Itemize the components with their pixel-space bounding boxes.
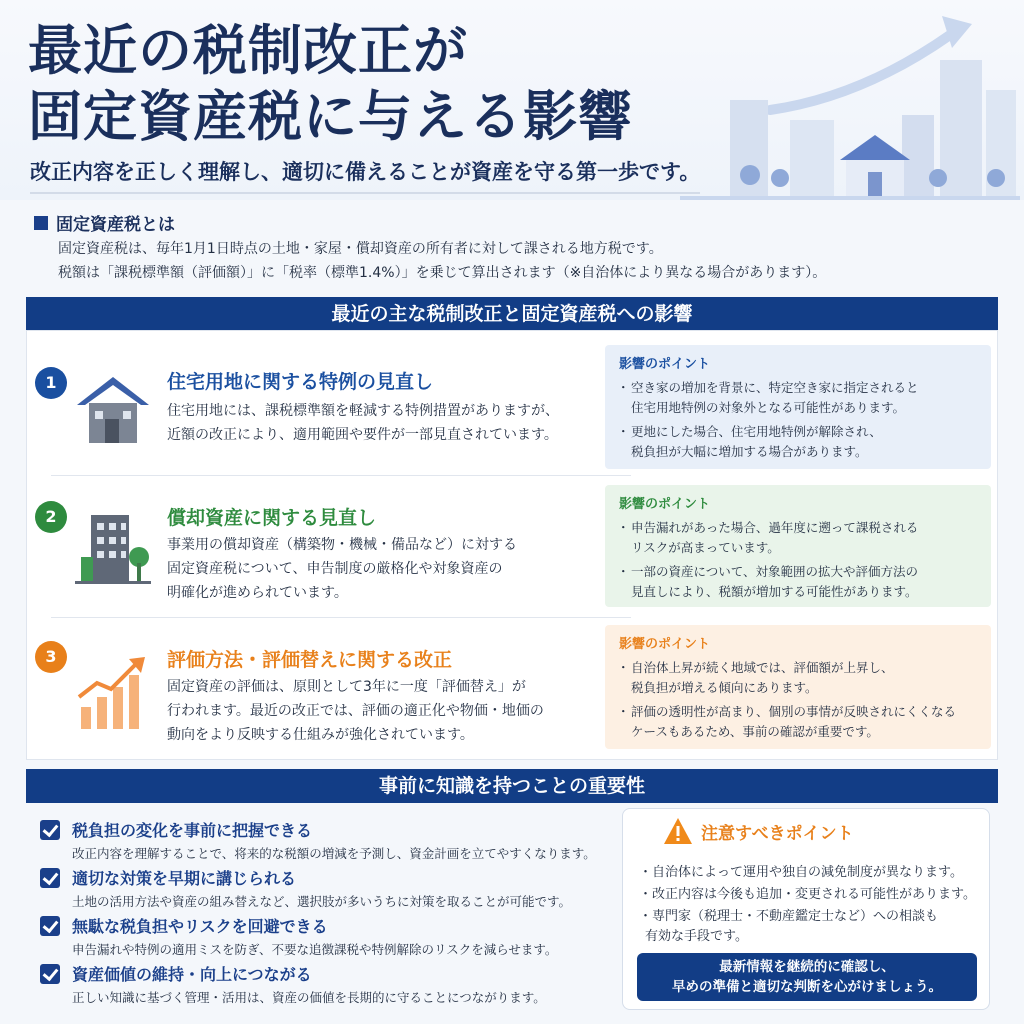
impact-point-box (605, 345, 991, 469)
caution-title: 注意すべきポイント (701, 823, 854, 844)
item-title: 評価方法・評価替えに関する改正 (167, 649, 453, 671)
point-item (619, 378, 977, 418)
item-number: 2 (35, 501, 67, 533)
benefit-title: 資産価値の維持・向上につながる (72, 965, 312, 984)
item-body-line: 住宅用地には、課税標準額を軽減する特例措置がありますが、 (167, 403, 559, 419)
caution-item: ・自治体によって運用や独自の減免制度が異なります。 (639, 865, 963, 880)
item-body-line: 固定資産の評価は、原則として3年に一度「評価替え」が (167, 679, 526, 695)
point-line: 税負担が増える傾向にあります。 (631, 680, 818, 695)
point-line: ・ 空き家の増加を背景に、特定空き家に指定されると (631, 380, 919, 395)
checkbox-icon (40, 964, 60, 984)
row-divider (51, 617, 631, 618)
caution-item: ・改正内容は今後も追加・変更される可能性があります。 (639, 887, 976, 902)
benefit-desc: 申告漏れや特例の適用ミスを防ぎ、不要な追徴課税や特例解除のリスクを減らせます。 (72, 942, 558, 957)
item-title: 償却資産に関する見直し (167, 507, 377, 529)
square-bullet-icon (34, 216, 48, 230)
house-icon (71, 367, 155, 451)
reform-item (27, 621, 999, 761)
benefit-desc: 改正内容を理解することで、将来的な税額の増減を予測し、資金計画を立てやすくなります。 (72, 846, 596, 861)
point-title: 影響のポイント (619, 497, 711, 512)
point-item (619, 702, 977, 742)
item-title: 住宅用地に関する特例の見直し (167, 371, 434, 393)
impact-point-box (605, 485, 991, 607)
benefit-desc: 正しい知識に基づく管理・活用は、資産の価値を長期的に守ることにつながります。 (72, 990, 546, 1005)
intro-heading (34, 210, 175, 235)
reform-item (27, 479, 999, 619)
item-body (167, 399, 559, 447)
checkbox-icon (40, 868, 60, 888)
benefit-title: 税負担の変化を事前に把握できる (72, 821, 313, 840)
item-body-line: 明確化が進められています。 (167, 585, 348, 601)
row-divider (51, 475, 631, 476)
caution-box (622, 808, 990, 1010)
item-number: 3 (35, 641, 67, 673)
point-line: ・ 評価の透明性が高まり、個別の事情が反映されにくくなる (631, 704, 957, 719)
intro-text-2: 税額は「課税標準額（評価額）」に「税率（標準1.4%）」を乗じて算出されます（※自治体により異なる場合があります）。 (58, 265, 827, 281)
item-body (167, 533, 517, 605)
point-title: 影響のポイント (619, 637, 711, 652)
title-line-1: 最近の税制改正が (28, 19, 468, 82)
benefit-title: 適切な対策を早期に講じられる (72, 869, 297, 888)
warning-icon (663, 817, 693, 845)
point-line: ケースもあるため、事前の確認が重要です。 (631, 724, 879, 739)
point-line: 住宅用地特例の対象外となる可能性があります。 (631, 400, 906, 415)
point-item (619, 562, 977, 602)
reform-item (27, 337, 999, 477)
page-title (28, 18, 633, 150)
item-body-line: 事業用の償却資産（構築物・機械・備品など）に対する (167, 537, 517, 553)
section-title-importance: 事前に知識を持つことの重要性 (26, 769, 998, 803)
point-item (619, 658, 977, 698)
item-body-line: 近額の改正により、適用範囲や要件が一部見直されています。 (167, 427, 558, 443)
reforms-panel (26, 330, 998, 760)
caution-heading (663, 817, 854, 845)
item-body-line: 固定資産税について、申告制度の厳格化や対象資産の (167, 561, 503, 577)
point-line: ・ 申告漏れがあった場合、過年度に遡って課税される (631, 520, 919, 535)
caution-item: 有効な手段です。 (645, 929, 748, 944)
impact-point-box (605, 625, 991, 749)
point-title: 影響のポイント (619, 357, 711, 372)
intro-title: 固定資産税とは (56, 215, 175, 235)
point-item (619, 422, 977, 462)
checkbox-icon (40, 916, 60, 936)
hero-header (0, 0, 1024, 200)
point-line: ・ 更地にした場合、住宅用地特例が解除され、 (631, 424, 882, 439)
section-title-reforms: 最近の主な税制改正と固定資産税への影響 (26, 297, 998, 331)
benefit-desc: 土地の活用方法や資産の組み替えなど、選択肢が多いうちに対策を取ることが可能です。 (72, 894, 572, 909)
intro-text-1: 固定資産税は、毎年1月1日時点の土地・家屋・償却資産の所有者に対して課される地方税です。 (58, 241, 663, 257)
checkbox-icon (40, 820, 60, 840)
cityscape-illustration-icon (680, 10, 1020, 200)
page-subtitle: 改正内容を正しく理解し、適切に備えることが資産を守る第一歩です。 (30, 160, 701, 184)
point-line: ・ 自治体上昇が続く地域では、評価額が上昇し、 (631, 660, 894, 675)
caution-item: ・専門家（税理士・不動産鑑定士など）への相談も (639, 909, 939, 924)
item-body (167, 675, 544, 747)
benefit-title: 無駄な税負担やリスクを回避できる (72, 917, 328, 936)
point-line: 見直しにより、税額が増加する可能性があります。 (631, 584, 918, 599)
office-building-icon (71, 505, 155, 589)
caution-message-line: 早めの準備と適切な判断を心がけましょう。 (672, 979, 942, 995)
point-line: ・ 一部の資産について、対象範囲の拡大や評価方法の (631, 564, 919, 579)
item-body-line: 動向をより反映する仕組みが強化されています。 (167, 727, 474, 743)
point-item (619, 518, 977, 558)
item-number: 1 (35, 367, 67, 399)
growth-chart-icon (71, 651, 155, 735)
caution-message-box (637, 953, 977, 1001)
item-body-line: 行われます。最近の改正では、評価の適正化や物価・地価の (167, 703, 544, 719)
title-line-2: 固定資産税に与える影響 (28, 85, 633, 148)
point-line: リスクが高まっています。 (631, 540, 780, 555)
point-line: 税負担が大幅に増加する場合があります。 (631, 444, 868, 459)
divider (30, 192, 700, 194)
caution-message-line: 最新情報を継続的に確認し、 (719, 959, 895, 975)
